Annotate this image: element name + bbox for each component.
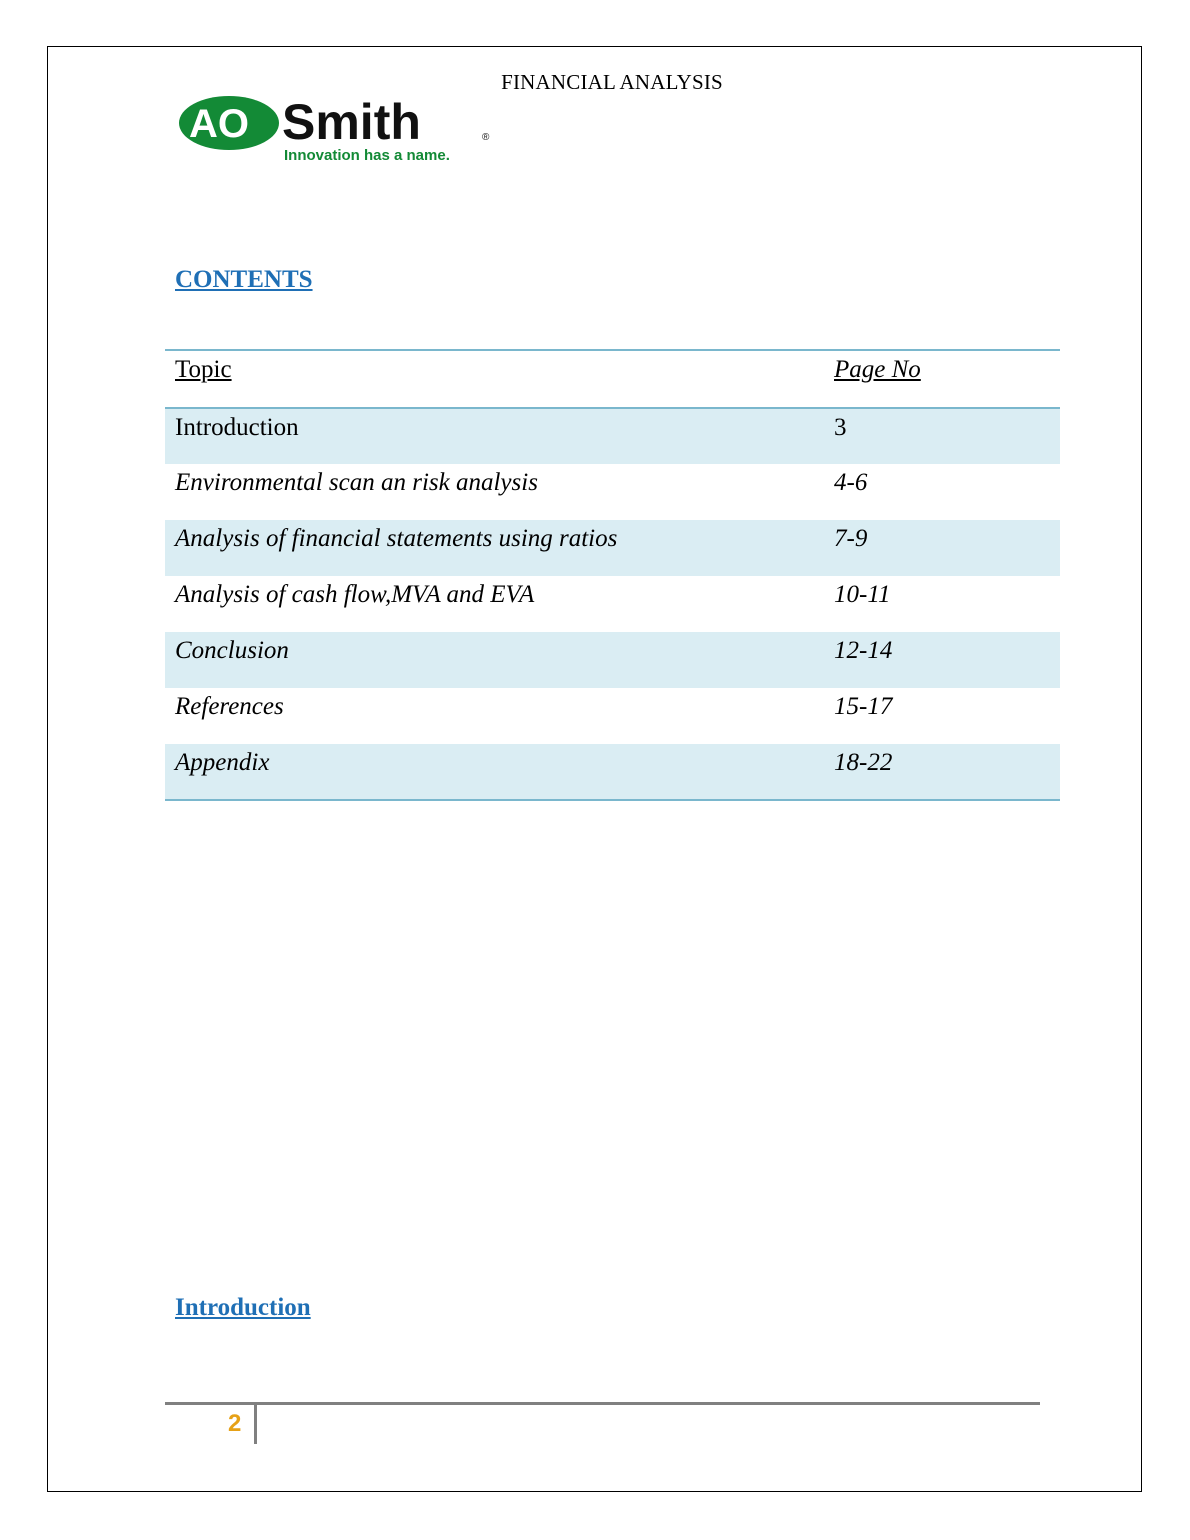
topic-cell: Conclusion	[175, 637, 289, 664]
page-column-header: Page No	[834, 356, 921, 383]
logo-registered-mark: ®	[482, 132, 490, 143]
topic-cell: Analysis of cash flow,MVA and EVA	[175, 581, 535, 608]
logo-tagline: Innovation has a name.	[284, 147, 450, 164]
page-cell: 4-6	[834, 469, 868, 496]
topic-cell: Introduction	[175, 414, 299, 441]
topic-cell: Environmental scan an risk analysis	[175, 469, 538, 496]
page-cell: 15-17	[834, 693, 893, 720]
table-row	[165, 744, 1060, 800]
footer-divider	[254, 1404, 257, 1444]
table-header-row	[165, 350, 1060, 408]
table-row	[165, 632, 1060, 688]
page-cell: 7-9	[834, 525, 868, 552]
page-number: 2	[228, 1410, 242, 1437]
ao-smith-logo	[178, 94, 513, 166]
table-row	[165, 576, 1060, 632]
introduction-heading: Introduction	[175, 1294, 311, 1321]
table-row	[165, 408, 1060, 464]
page-cell: 10-11	[834, 581, 891, 608]
contents-table	[165, 349, 1060, 801]
table-row	[165, 464, 1060, 520]
logo-smith-text: Smith	[282, 94, 421, 150]
page-cell: 12-14	[834, 637, 893, 664]
header-title: FINANCIAL ANALYSIS	[501, 70, 723, 94]
table-row	[165, 520, 1060, 576]
topic-cell: Analysis of financial statements using ratios	[175, 525, 618, 552]
page-cell: 18-22	[834, 749, 893, 776]
topic-column-header: Topic	[175, 356, 232, 383]
topic-cell: Appendix	[175, 749, 270, 776]
contents-heading: CONTENTS	[175, 266, 313, 293]
footer-rule	[165, 1402, 1040, 1405]
page-cell: 3	[834, 414, 847, 441]
table-row	[165, 688, 1060, 744]
topic-cell: References	[175, 693, 284, 720]
logo-ao-text: AO	[189, 102, 249, 146]
